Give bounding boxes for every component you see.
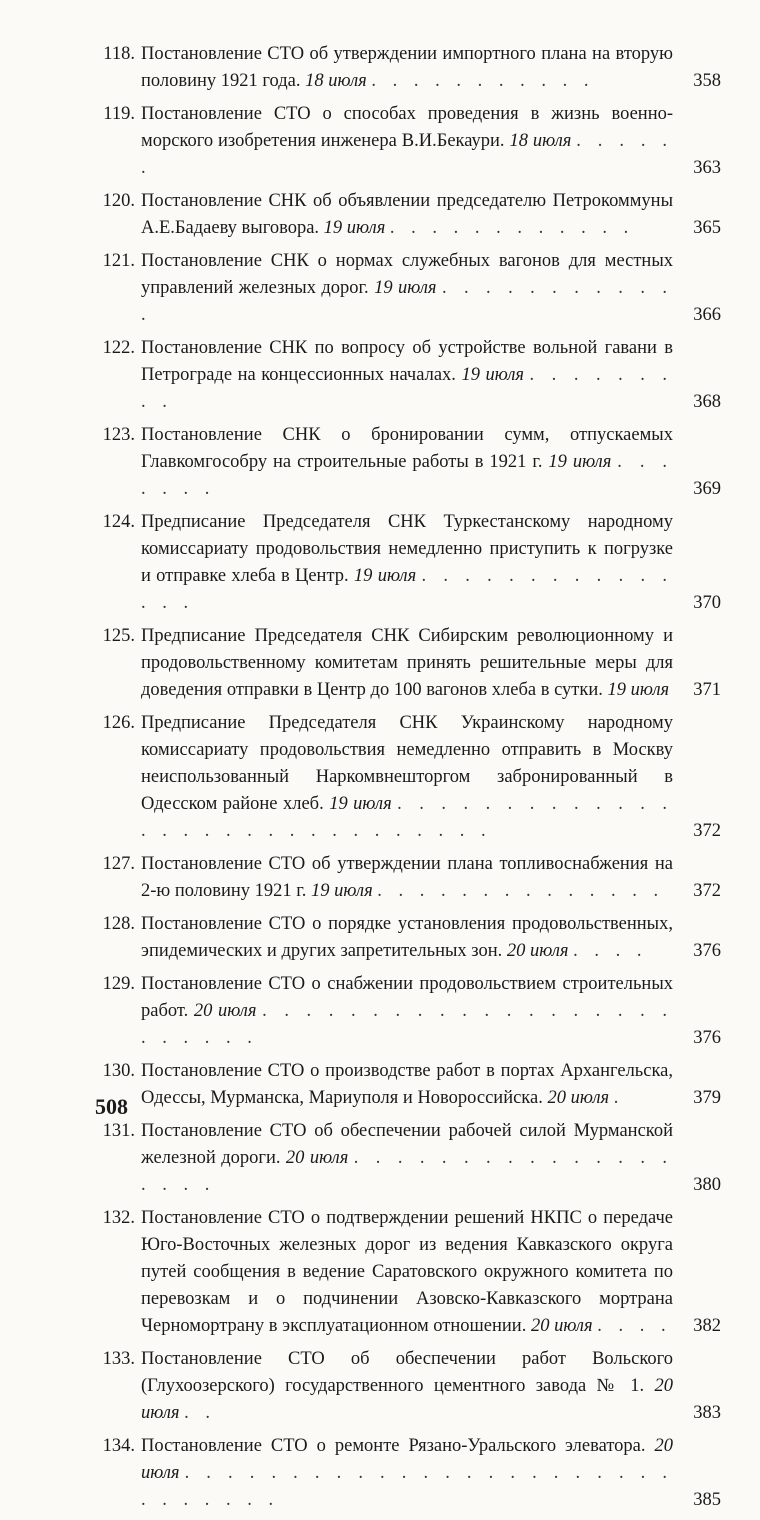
dot-leader: . . . . (597, 1316, 672, 1336)
entry-title: Постановление СНК об объявлении председателю Петрокоммуны А.Е.Бадаеву выговора. (141, 191, 673, 238)
entry-title: Постановление СНК о нормах служебных вагонов для местных управлений железных дорог. (141, 251, 673, 298)
toc-entry (95, 41, 721, 95)
entry-number: 134. (102, 1436, 135, 1456)
dot-leader: . . . . (573, 941, 648, 961)
dot-leader: . . . . . . . . . . . . . . . . . . . . . . . . . . . . . . (141, 1463, 674, 1510)
entry-date: 20 июля (547, 1088, 610, 1108)
entry-date: 19 июля (311, 881, 373, 901)
entry-title: Предписание Председателя СНК Туркестанскому народному комиссариату продовольствия немедленно приступить к погрузке и отправке хлеба в Центр. (141, 512, 673, 586)
entry-title: Постановление СТО об обеспечении работ Вольского (Глухоозерского) государственного цементного завода № 1. (141, 1349, 673, 1396)
entry-page: 385 (693, 1490, 721, 1510)
entry-date: 19 июля (607, 680, 670, 700)
entry-number: 127. (102, 854, 135, 874)
entry-page: 372 (693, 881, 721, 901)
toc-entry (95, 1205, 721, 1340)
entry-number: 124. (102, 512, 135, 532)
entry-title: Предписание Председателя СНК Украинскому народному комиссариату продовольствия немедленно отправить в Москву неиспользованный Наркомвнешторгом забронированный в Одесском районе хлеб. (141, 713, 673, 814)
entry-number: 120. (102, 191, 135, 211)
entry-title: Постановление СТО об обеспечении рабочей силой Мурманской железной дороги. (141, 1121, 673, 1168)
entry-date: 20 июля (193, 1001, 257, 1021)
dot-leader: . . . . . . . . . . . . . . . . . . . . . . . . . (141, 1001, 674, 1048)
entry-date: 19 июля (461, 365, 524, 385)
entry-number: 128. (102, 914, 135, 934)
entry-date: 19 июля (329, 794, 392, 814)
dot-leader: . (613, 1088, 625, 1108)
toc-entry (95, 101, 721, 182)
toc-entry (95, 1433, 721, 1514)
dot-leader: . . (184, 1403, 216, 1423)
toc-entry (95, 509, 721, 617)
toc-entry (95, 1058, 721, 1112)
toc-entry (95, 911, 721, 965)
entry-number: 132. (102, 1208, 135, 1228)
entry-number: 123. (102, 425, 135, 445)
entry-title: Постановление СНК о бронировании сумм, отпускаемых Главкомгособру на строительные работы в 1921 г. (141, 425, 673, 472)
dot-leader: . . . . . . . . . (141, 365, 674, 412)
entry-page: 369 (693, 479, 721, 499)
page-number: 508 (95, 1094, 128, 1119)
entry-page: 379 (693, 1088, 721, 1108)
dot-leader: . . . . . . . . . . . . . . (377, 881, 665, 901)
entry-title: Постановление СТО об утверждении импортного плана на вторую половину 1921 года. (141, 44, 673, 91)
toc-entry (95, 710, 721, 845)
entry-page: 372 (693, 821, 721, 841)
entry-page: 370 (693, 593, 721, 613)
entry-title: Постановление СНК по вопросу об устройстве вольной гавани в Петрограде на концессионных началах. (141, 338, 673, 385)
entry-title: Постановление СТО о способах проведения в жизнь военно-морского изобретения инженера В.И.Бекаури. (141, 104, 673, 151)
entry-page: 380 (693, 1175, 721, 1195)
entry-number: 119. (103, 104, 135, 124)
entry-title: Постановление СТО о производстве работ в портах Архангельска, Одессы, Мурманска, Мариуполя и Новороссийска. (141, 1061, 673, 1108)
entry-page: 366 (693, 305, 721, 325)
toc-entry (95, 971, 721, 1052)
entry-page: 365 (693, 218, 721, 238)
dot-leader: . . . . . . . . . . . . (141, 278, 674, 325)
entry-date: 19 июля (353, 566, 417, 586)
dot-leader: . . . . . . . . . . . . . . . . . . . . . . . . . . . . . . (141, 794, 674, 841)
entry-page: 368 (693, 392, 721, 412)
entry-date: 19 июля (374, 278, 437, 298)
entry-number: 130. (102, 1061, 135, 1081)
dot-leader: . . . . . . . . . . . (371, 71, 595, 91)
entry-number: 133. (102, 1349, 135, 1369)
table-of-contents (95, 41, 721, 1520)
entry-number: 126. (102, 713, 135, 733)
toc-entry (95, 1346, 721, 1427)
entry-title: Предписание Председателя СНК Сибирским революционному и продовольственному комитетам принять решительные меры для доведения отправки в Центр до 100 вагонов хлеба в сутки. (141, 626, 673, 700)
entry-title: Постановление СТО о ремонте Рязано-Уральского элеватора. (141, 1436, 646, 1456)
entry-page: 376 (693, 941, 721, 961)
entry-date: 19 июля (323, 218, 386, 238)
entry-page: 358 (693, 71, 721, 91)
entry-page: 371 (693, 680, 721, 700)
entry-number: 118. (103, 44, 135, 64)
toc-entry (95, 248, 721, 329)
entry-title: Постановление СТО о снабжении продовольствием строительных работ. (141, 974, 673, 1021)
dot-leader: . . . . . . . . . . . . (389, 218, 635, 238)
toc-entry (95, 335, 721, 416)
entry-number: 122. (102, 338, 135, 358)
dot-leader: . . . . . . . . . . . . . . . . . . . (141, 1148, 674, 1195)
toc-entry (95, 188, 721, 242)
entry-date: 20 июля (506, 941, 569, 961)
entry-date: 20 июля (141, 1376, 674, 1423)
toc-entry (95, 422, 721, 503)
entry-date: 18 июля (509, 131, 572, 151)
dot-leader: . . . . . . . . . . . . . . . (141, 566, 674, 613)
entry-date: 20 июля (285, 1148, 349, 1168)
entry-date: 20 июля (530, 1316, 593, 1336)
entry-number: 121. (102, 251, 135, 271)
entry-number: 131. (102, 1121, 135, 1141)
toc-entry (95, 851, 721, 905)
entry-number: 129. (102, 974, 135, 994)
entry-page: 383 (693, 1403, 721, 1423)
entry-number: 125. (102, 626, 135, 646)
toc-entry (95, 623, 721, 704)
toc-entry (95, 1118, 721, 1199)
entry-date: 19 июля (548, 452, 612, 472)
dot-leader: . . . . . . . (141, 452, 674, 499)
entry-page: 363 (693, 158, 721, 178)
entry-date: 20 июля (141, 1436, 674, 1483)
dot-leader: . . . . . . (141, 131, 674, 178)
entry-title: Постановление СТО об утверждении плана топливоснабжения на 2-ю половину 1921 г. (141, 854, 673, 901)
entry-title: Постановление СТО о подтверждении решений НКПС о передаче Юго-Восточных железных дорог из ведения Кавказского округа путей сообщения в ведение Саратовского окружного комитета по перевозкам и о подчинении Азовско-Кавказского мортрана Черномортрану в эксплуатационном отношении. (141, 1208, 673, 1336)
entry-date: 18 июля (305, 71, 367, 91)
entry-page: 382 (693, 1316, 721, 1336)
entry-title: Постановление СТО о порядке установления продовольственных, эпидемических и других запретительных зон. (141, 914, 673, 961)
entry-page: 376 (693, 1028, 721, 1048)
